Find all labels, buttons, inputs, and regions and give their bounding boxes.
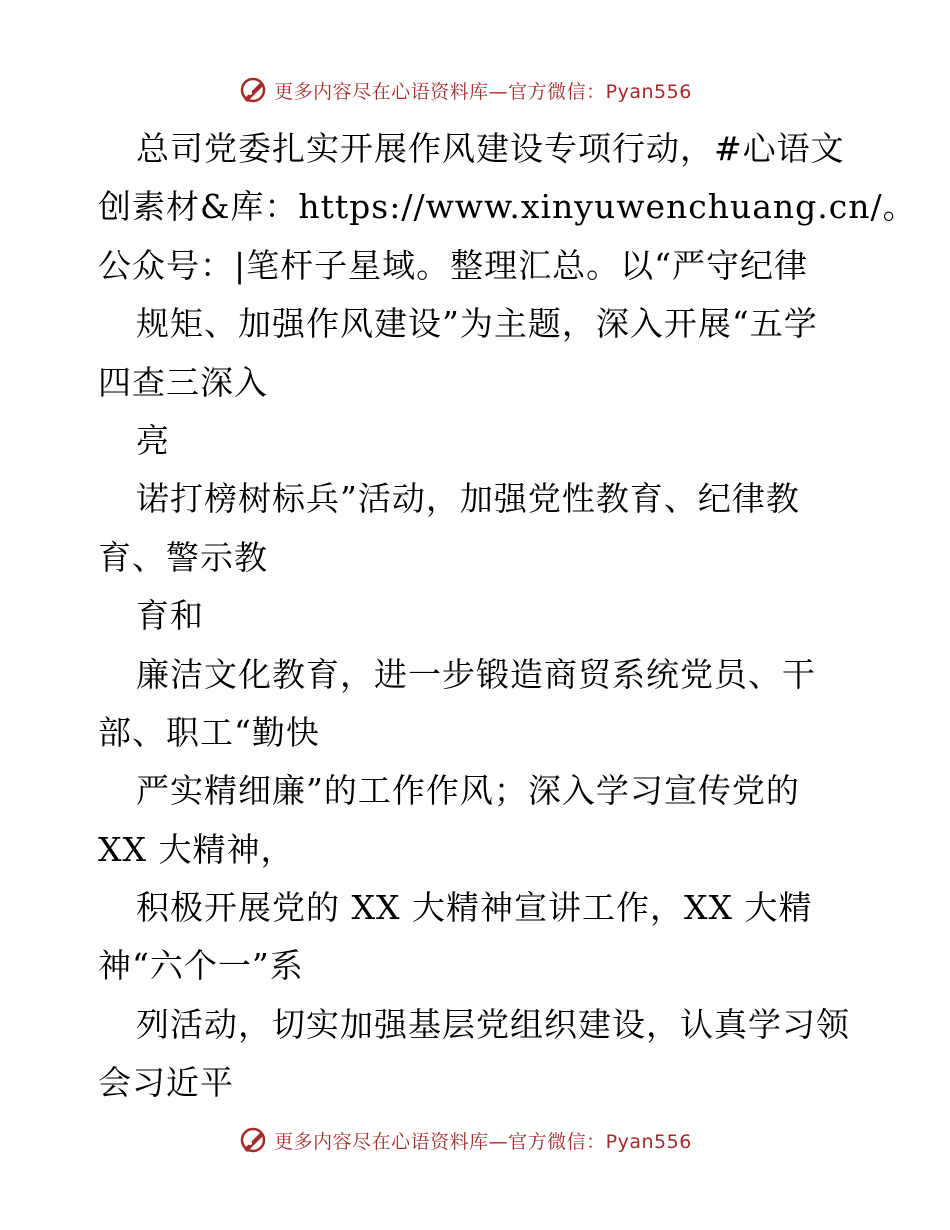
text-line: 总司党委扎实开展作风建设专项行动，#心语文	[136, 129, 845, 168]
text-line: 育、警示教	[98, 537, 268, 577]
text-line: 亮	[136, 420, 170, 460]
text-line: 四查三深入	[98, 362, 268, 402]
text-line: 诺打榜树标兵”活动，加强党性教育、纪律教	[136, 479, 800, 519]
footer-banner	[0, 1120, 950, 1160]
text-line: 规矩、加强作风建设”为主题，深入开展“五学	[136, 304, 818, 344]
pen-logo-icon	[238, 75, 268, 105]
footer-banner-text: 更多内容尽在心语资料库—官方微信：Pyan556	[274, 1130, 692, 1153]
text-line: 会习近平	[98, 1063, 234, 1103]
text-line: 公众号：|笔杆子星域。整理汇总。以“严守纪律	[98, 245, 808, 285]
text-line: 列活动，切实加强基层党组织建设，认真学习领	[136, 1004, 850, 1044]
pen-logo-icon	[238, 1125, 268, 1155]
document-body	[98, 120, 917, 1113]
text-line: 创素材&库：https://www.xinyuwenchuang.cn/。	[98, 187, 917, 227]
text-line: 积极开展党的 XX 大精神宣讲工作，XX 大精	[136, 888, 813, 928]
text-line: XX 大精神，	[98, 829, 295, 869]
text-line: 严实精细廉”的工作作风；深入学习宣传党的	[136, 771, 800, 811]
text-line: 神“六个一”系	[98, 946, 304, 986]
header-banner-text: 更多内容尽在心语资料库—官方微信：Pyan556	[274, 80, 692, 103]
text-line: 部、职工“勤快	[98, 712, 320, 752]
footer-banner-content	[238, 1125, 692, 1155]
header-banner	[0, 70, 950, 110]
text-line: 育和	[136, 596, 204, 636]
header-banner-content	[238, 75, 692, 105]
text-line: 廉洁文化教育，进一步锻造商贸系统党员、干	[136, 654, 816, 694]
